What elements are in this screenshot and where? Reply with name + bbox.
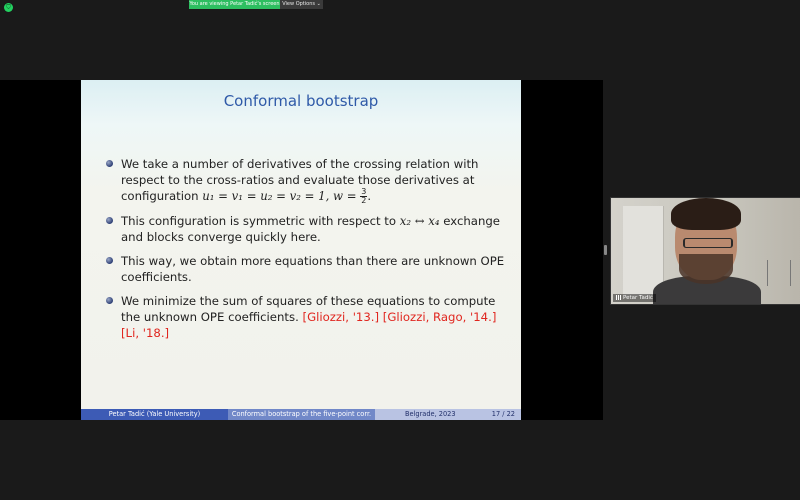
bullet-dot-icon: [106, 257, 113, 264]
bullet-dot-icon: [106, 160, 113, 167]
presentation-slide: [81, 80, 521, 420]
bullet-text-end: .: [367, 189, 372, 203]
participant-hair: [671, 198, 741, 230]
footer-author: Petar Tadić (Yale University): [81, 409, 228, 420]
footer-place-date: Belgrade, 2023: [405, 410, 456, 418]
bullet-math: x₂ ↔ x₄: [399, 214, 440, 228]
slide-footer: [81, 409, 521, 420]
bullet-dot-icon: [106, 217, 113, 224]
footer-info: [375, 409, 521, 420]
bullet-dot-icon: [106, 297, 113, 304]
bullet-list: [103, 156, 513, 349]
viewing-screen-banner: You are viewing Petar Tadić's screen: [189, 1, 280, 7]
bullet-text: We take a number of derivatives of the crossing relation with respect to the cross-ratios and evaluate those derivatives at configuration: [121, 157, 479, 203]
security-shield-icon[interactable]: ⛉: [4, 3, 13, 12]
fraction-numerator: 3: [361, 187, 367, 196]
background-shelf: [767, 260, 791, 286]
bullet-item: [103, 293, 513, 341]
participant-name-tag: [613, 294, 656, 302]
footer-talk-title: Conformal bootstrap of the five-point corr.: [228, 409, 375, 420]
participant-beard: [679, 254, 733, 284]
bullet-text-end: exchange and blocks converge quickly here.: [121, 214, 500, 244]
resize-handle[interactable]: [604, 245, 607, 255]
background-wall: [623, 206, 664, 296]
bullet-math: u₁ = v₁ = u₂ = v₂ = 1, w =: [202, 189, 361, 203]
bullet-text: This configuration is symmetric with respect to: [121, 214, 400, 228]
bullet-item: [103, 156, 513, 205]
citations: [Gliozzi, '13.] [Gliozzi, Rago, '14.] [Li, '18.]: [121, 310, 497, 340]
participant-video-tile[interactable]: [610, 197, 800, 305]
signal-bars-icon: [616, 295, 621, 300]
footer-page-number: 17 / 22: [491, 410, 515, 418]
bullet-text: This way, we obtain more equations than there are unknown OPE coefficients.: [121, 254, 505, 284]
view-options-button[interactable]: View Options ⌄: [280, 0, 323, 9]
participant-name: Petar Tadić: [623, 295, 653, 301]
bullet-item: [103, 253, 513, 285]
fraction-denominator: 2: [361, 196, 367, 205]
bullet-text: We minimize the sum of squares of these equations to compute the unknown OPE coefficients.: [121, 294, 496, 324]
participant-glasses: [683, 238, 733, 248]
slide-title: Conformal bootstrap: [223, 92, 379, 110]
bullet-item: [103, 213, 513, 245]
